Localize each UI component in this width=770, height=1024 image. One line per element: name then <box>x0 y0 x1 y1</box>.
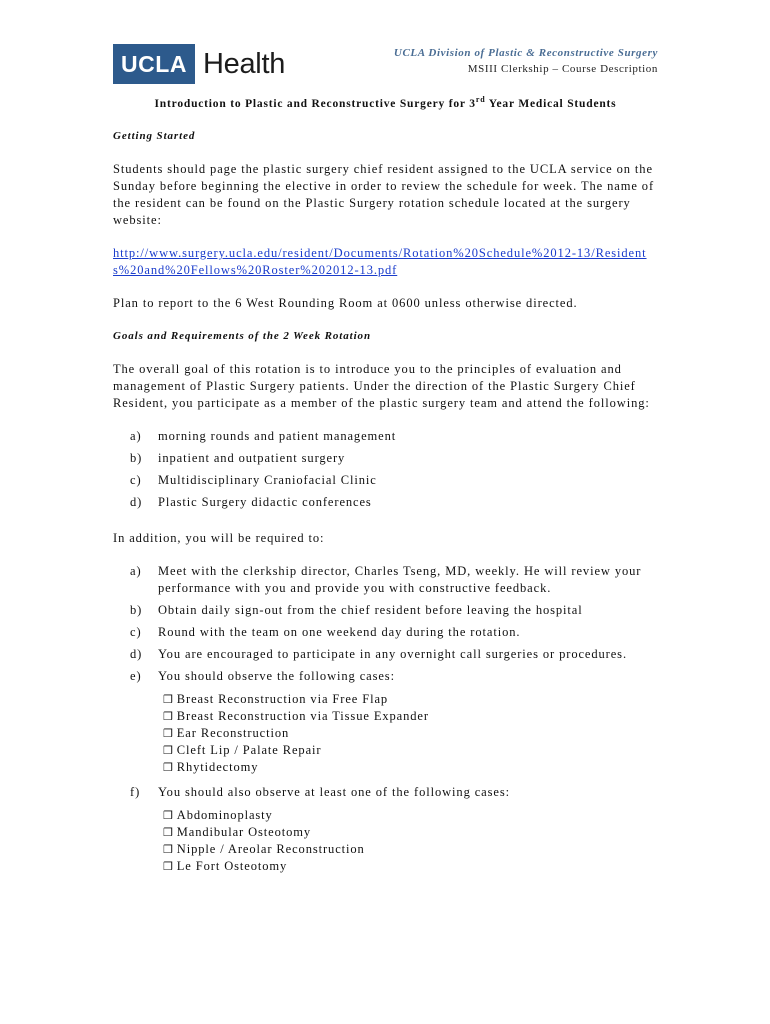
case-item <box>163 807 658 824</box>
checkbox-icon[interactable]: ❒ <box>163 827 174 839</box>
case-item <box>163 742 658 759</box>
case-item <box>163 858 658 875</box>
getting-started-paragraph: Students should page the plastic surgery chief resident assigned to the UCLA service on the Sunday before beginning the elective in order to review the schedule for week. The name of the resident can be found on the Plastic Surgery rotation schedule located at the surgery website: <box>113 162 655 227</box>
case-item <box>163 725 658 742</box>
document-header <box>394 45 658 77</box>
list-item <box>113 494 658 511</box>
list-item-text: Plastic Surgery didactic conferences <box>158 495 372 509</box>
list-marker: a) <box>130 429 142 443</box>
goals-heading: Goals and Requirements of the 2 Week Rotation <box>113 330 371 342</box>
requirements-list <box>113 563 658 875</box>
case-label: Ear Reconstruction <box>176 726 290 740</box>
list-item-text: morning rounds and patient management <box>158 429 397 443</box>
list-marker: c) <box>130 473 142 487</box>
case-item <box>163 841 658 858</box>
checkbox-icon[interactable]: ❒ <box>163 844 174 856</box>
list-item-text: Round with the team on one weekend day during the rotation. <box>158 625 521 639</box>
checkbox-icon[interactable]: ❒ <box>163 861 174 873</box>
list-item <box>113 668 658 776</box>
ucla-health-logo <box>113 44 285 84</box>
requirements-intro: In addition, you will be required to: <box>113 531 325 545</box>
case-label: Le Fort Osteotomy <box>176 859 288 873</box>
list-marker: e) <box>130 669 142 683</box>
list-item-text: You should also observe at least one of the following cases: <box>158 785 510 799</box>
case-label: Rhytidectomy <box>176 760 259 774</box>
checkbox-icon[interactable]: ❒ <box>163 711 174 723</box>
title-text-end: Year Medical Students <box>485 98 617 110</box>
case-label: Abdominoplasty <box>176 808 273 822</box>
case-label: Breast Reconstruction via Free Flap <box>176 692 389 706</box>
required-cases-list <box>163 691 658 776</box>
list-item <box>113 472 658 489</box>
list-marker: c) <box>130 625 142 639</box>
list-marker: d) <box>130 495 143 509</box>
goals-paragraph: The overall goal of this rotation is to introduce you to the principles of evaluation and management of Plastic Surgery patients. Under the direction of the Plastic Surgery Chief Resident, you participate as a member of the plastic surgery team and attend the following: <box>113 362 650 410</box>
list-item <box>113 450 658 467</box>
logo-badge: UCLA <box>113 44 195 84</box>
list-item <box>113 624 658 641</box>
document-body <box>113 96 658 894</box>
division-name: UCLA Division of Plastic & Reconstructive Surgery <box>393 47 658 59</box>
list-item <box>113 602 658 619</box>
title-text: Introduction to Plastic and Reconstructive Surgery for 3 <box>154 98 476 110</box>
case-item <box>163 691 658 708</box>
case-label: Nipple / Areolar Reconstruction <box>176 842 365 856</box>
list-item-text: Obtain daily sign-out from the chief resident before leaving the hospital <box>158 603 583 617</box>
list-item-text: You are encouraged to participate in any overnight call surgeries or procedures. <box>158 647 627 661</box>
title-superscript: rd <box>475 95 486 105</box>
getting-started-heading: Getting Started <box>113 130 196 142</box>
list-item-text: Multidisciplinary Craniofacial Clinic <box>158 473 377 487</box>
list-item-text: Meet with the clerkship director, Charles Tseng, MD, weekly. He will review your performance with you and provide you with constructive feedback. <box>158 564 642 595</box>
list-marker: d) <box>130 647 143 661</box>
case-item <box>163 759 658 776</box>
case-item <box>163 824 658 841</box>
activities-list <box>113 428 658 511</box>
logo-wordmark: Health <box>203 47 286 80</box>
list-item <box>113 563 658 597</box>
case-label: Cleft Lip / Palate Repair <box>176 743 322 757</box>
list-item-text: You should observe the following cases: <box>158 669 395 683</box>
list-item <box>113 784 658 875</box>
course-description: MSIII Clerkship – Course Description <box>467 63 658 75</box>
checkbox-icon[interactable]: ❒ <box>163 762 174 774</box>
report-instructions: Plan to report to the 6 West Rounding Room at 0600 unless otherwise directed. <box>113 296 578 310</box>
list-item <box>113 646 658 663</box>
list-marker: a) <box>130 564 142 578</box>
list-item <box>113 428 658 445</box>
checkbox-icon[interactable]: ❒ <box>163 728 174 740</box>
checkbox-icon[interactable]: ❒ <box>163 810 174 822</box>
list-marker: f) <box>130 785 141 799</box>
list-item-text: inpatient and outpatient surgery <box>158 451 346 465</box>
checkbox-icon[interactable]: ❒ <box>163 694 174 706</box>
checkbox-icon[interactable]: ❒ <box>163 745 174 757</box>
list-marker: b) <box>130 603 143 617</box>
case-item <box>163 708 658 725</box>
list-marker: b) <box>130 451 143 465</box>
case-label: Breast Reconstruction via Tissue Expander <box>176 709 429 723</box>
optional-cases-list <box>163 807 658 875</box>
document-title <box>113 96 658 113</box>
rotation-schedule-link[interactable]: http://www.surgery.ucla.edu/resident/Documents/Rotation%20Schedule%2012-13/Residents%20and%20Fellows%20Roster%202012-13.pdf <box>113 246 647 277</box>
case-label: Mandibular Osteotomy <box>176 825 312 839</box>
